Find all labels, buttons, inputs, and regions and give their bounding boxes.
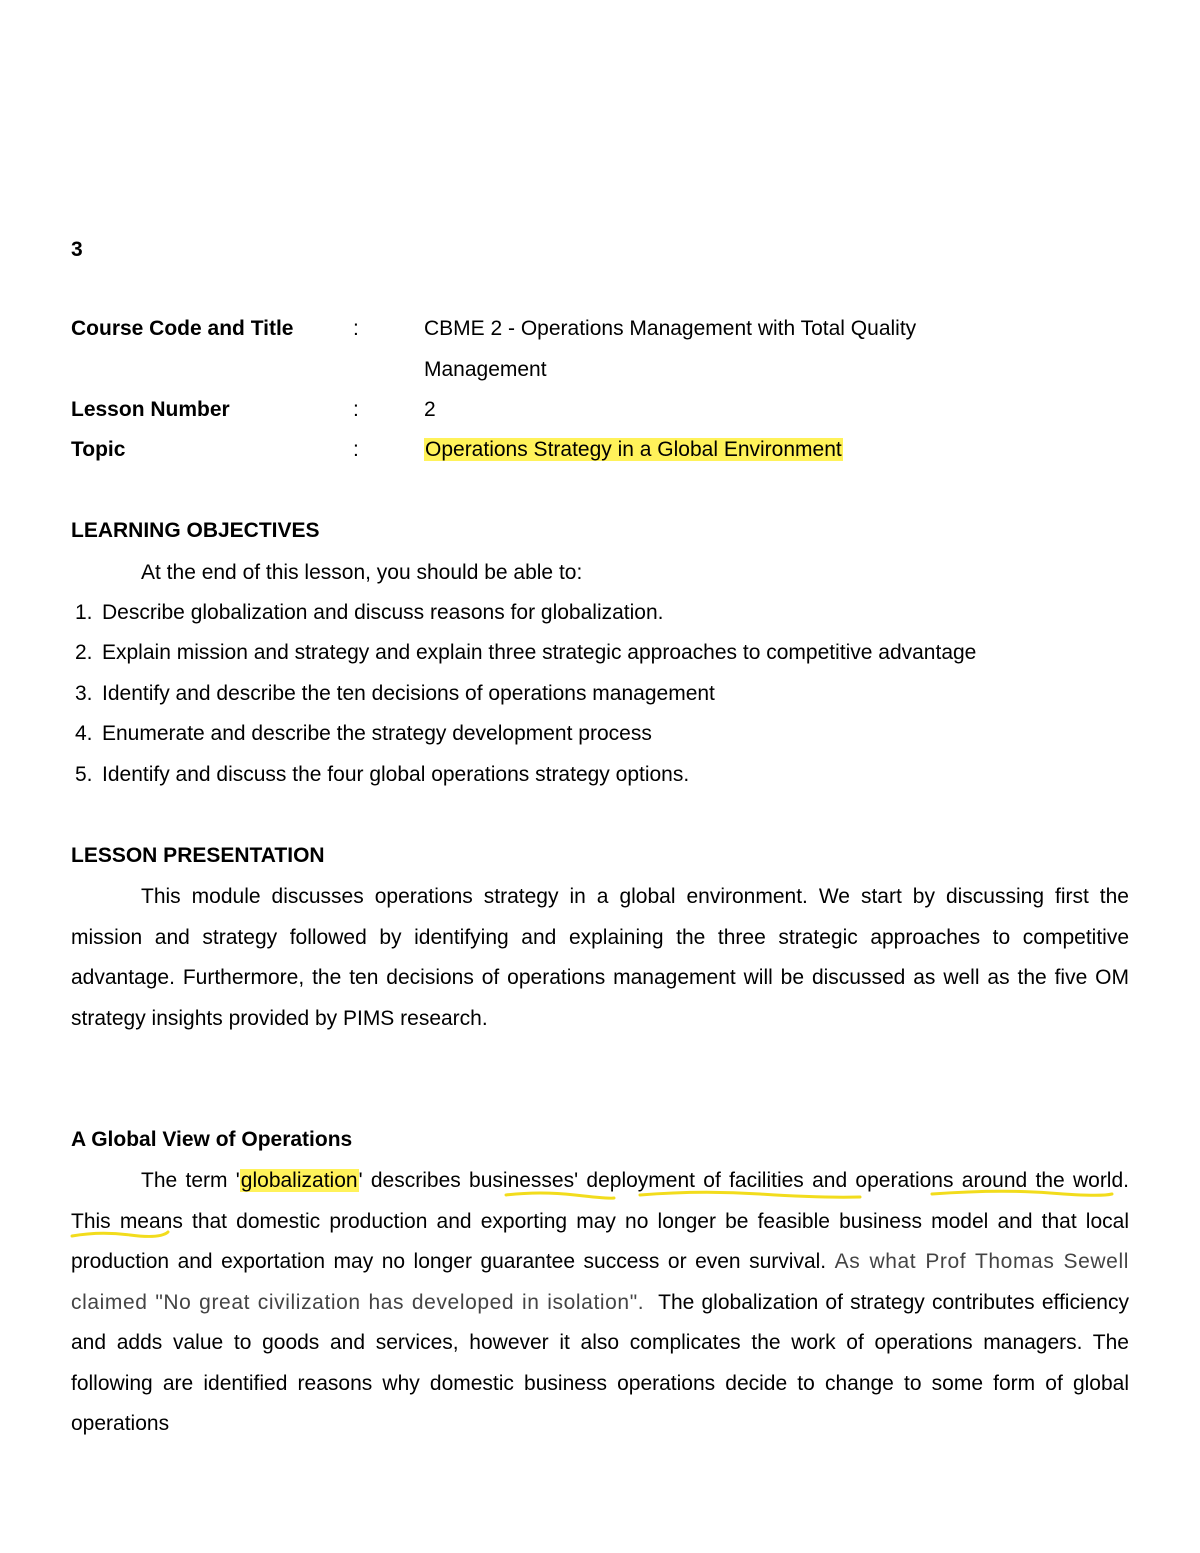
objectives-intro: At the end of this lesson, you should be able to: <box>141 561 583 584</box>
global-text-part: ' describes businesses' deployment of facilities and operations around the world. This means that domestic production and exporting may no longer be feasible business model and that local production and exportation may no longer guarantee success or even survival. <box>71 1169 1129 1273</box>
lesson-colon: : <box>353 398 359 421</box>
objective-number: 1. <box>75 601 93 624</box>
objective-number: 2. <box>75 641 93 664</box>
lesson-value: 2 <box>424 398 436 421</box>
presentation-heading: LESSON PRESENTATION <box>71 844 325 867</box>
course-colon: : <box>353 317 359 340</box>
objective-number: 4. <box>75 722 93 745</box>
topic-highlight: Operations Strategy in a Global Environment <box>425 438 842 461</box>
global-text-part: The term ' <box>141 1169 240 1192</box>
presentation-paragraph <box>71 877 1129 1039</box>
objective-number: 3. <box>75 682 93 705</box>
course-value: CBME 2 - Operations Management with Total Quality <box>424 317 917 340</box>
objectives-heading: LEARNING OBJECTIVES <box>71 519 320 542</box>
topic-label: Topic <box>71 438 126 461</box>
global-view-heading: A Global View of Operations <box>71 1128 353 1151</box>
presentation-text: This module discusses operations strategy in a global environment. We start by discussing first the mission and strategy followed by identifying and explaining the three strategic approaches to competitive advantage. Furthermore, the ten decisions of operations management will be discussed as well as the five OM strategy insights provided by PIMS research. <box>71 885 1129 1030</box>
globalization-highlight: globalization <box>240 1169 358 1192</box>
sewell-quote: As what Prof Thomas Sewell claimed "No great civilization has developed in isolation". <box>71 1250 1129 1314</box>
page-number: 3 <box>71 238 83 261</box>
objective-item: Identify and describe the ten decisions of operations management <box>102 682 715 705</box>
objective-item: Describe globalization and discuss reasons for globalization. <box>102 601 664 624</box>
global-view-paragraph <box>71 1161 1129 1445</box>
course-label: Course Code and Title <box>71 317 294 340</box>
course-value-cont: Management <box>424 358 547 381</box>
topic-value <box>424 438 843 462</box>
objective-number: 5. <box>75 763 93 786</box>
topic-colon: : <box>353 438 359 461</box>
objective-item: Explain mission and strategy and explain three strategic approaches to competitive advantage <box>102 641 977 664</box>
global-text-part: The globalization of strategy contributes efficiency and adds value to goods and services, however it also complicates the work of operations managers. The following are identified reasons why domestic business operations decide to change to some form of global operations <box>71 1290 1129 1435</box>
objective-item: Enumerate and describe the strategy development process <box>102 722 652 745</box>
objective-item: Identify and discuss the four global operations strategy options. <box>102 763 690 786</box>
lesson-label: Lesson Number <box>71 398 230 421</box>
